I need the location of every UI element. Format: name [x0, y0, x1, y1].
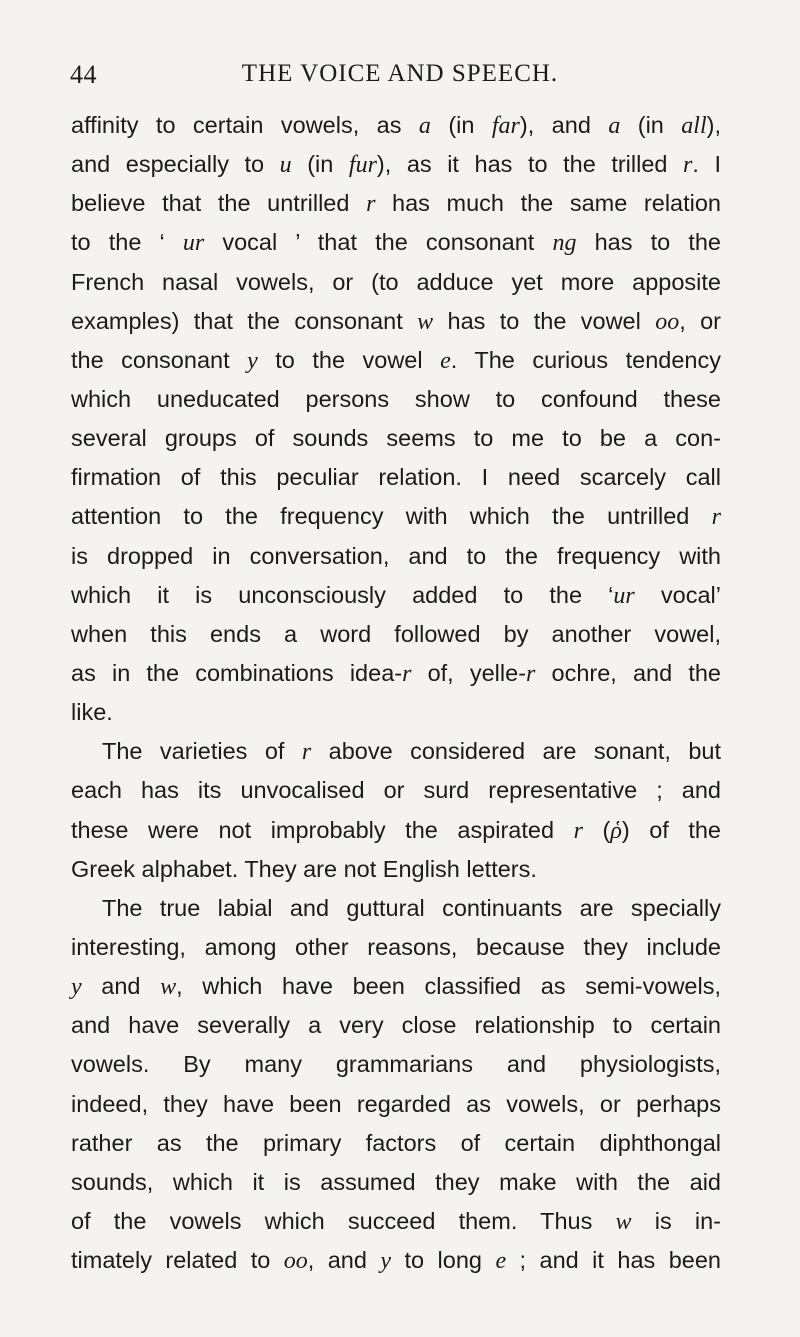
italic-text: w — [417, 308, 434, 335]
text-line — [71, 106, 721, 145]
italic-text: r — [683, 152, 693, 179]
text-run: as in the combinations idea- — [71, 659, 403, 686]
text-run: of, yelle- — [411, 659, 527, 686]
text-run: . I — [692, 151, 721, 178]
text-run: and — [81, 973, 161, 1000]
text-line — [71, 223, 721, 262]
italic-text: ur — [613, 582, 635, 609]
text-run: sounds, which it is assumed they make with the aid — [71, 1168, 721, 1195]
text-run: (in — [620, 112, 682, 138]
text-run: ( — [582, 816, 611, 843]
italic-text: far — [491, 113, 520, 139]
italic-text: e — [440, 347, 451, 374]
text-run: timately related to — [71, 1247, 284, 1274]
text-run: ), — [706, 112, 721, 138]
text-run: the consonant — [71, 346, 248, 373]
italic-text: oo — [655, 308, 680, 335]
italic-text: r — [526, 660, 536, 687]
text-run: these were not improbably the aspirated — [71, 816, 574, 843]
text-line — [71, 302, 721, 341]
text-run: several groups of sounds seems to me to be a con- — [71, 425, 721, 452]
italic-text: y — [71, 974, 82, 1001]
italic-text: a — [418, 113, 431, 139]
text-run: ochre, and the — [535, 659, 722, 686]
text-run: to long — [391, 1247, 496, 1274]
text-run: firmation of this peculiar relation. I need scarcely call — [71, 464, 721, 491]
text-line — [71, 1202, 721, 1241]
text-run: , and — [307, 1247, 381, 1274]
text-run: vowels. By many grammarians and physiologists, — [71, 1051, 721, 1078]
text-line — [71, 850, 721, 889]
text-line — [71, 889, 721, 928]
text-line — [71, 1045, 721, 1084]
text-run: each has its unvocalised or surd representative ; and — [71, 777, 721, 804]
page-number: 44 — [70, 60, 97, 89]
text-run: French nasal vowels, or (to adduce yet more apposite — [71, 268, 721, 295]
text-run: to the ‘ — [71, 229, 183, 256]
text-run: has much the same relation — [375, 190, 721, 217]
text-line — [71, 615, 721, 654]
text-line — [71, 145, 721, 184]
text-line — [71, 576, 721, 615]
italic-text: w — [160, 974, 177, 1001]
text-line — [71, 771, 721, 810]
text-run: vocal ’ that the consonant — [204, 229, 553, 256]
italic-text: y — [247, 347, 258, 374]
italic-text: ῥ — [610, 817, 622, 844]
text-run: and especially to — [71, 151, 280, 178]
italic-text: y — [380, 1248, 392, 1275]
italic-text: all — [681, 113, 707, 139]
text-run: (in — [430, 112, 492, 138]
text-line — [71, 928, 721, 967]
italic-text: a — [608, 113, 621, 139]
text-run: The varieties of — [102, 738, 302, 765]
text-line — [71, 537, 721, 576]
text-run: attention to the frequency with which the untrilled — [71, 503, 712, 530]
body-text — [71, 106, 721, 1280]
text-run: when this ends a word followed by another vowel, — [71, 620, 721, 647]
italic-text: e — [495, 1248, 507, 1275]
text-line — [71, 341, 721, 380]
text-line — [71, 967, 721, 1006]
text-line — [71, 497, 721, 536]
italic-text: fur — [348, 152, 377, 179]
italic-text: r — [573, 817, 583, 844]
text-line — [71, 184, 721, 223]
text-line — [71, 732, 721, 771]
text-run: has to the vowel — [433, 307, 656, 334]
text-line — [71, 263, 721, 302]
text-run: The true labial and guttural continuants are specially — [102, 894, 721, 921]
text-line — [71, 1085, 721, 1124]
text-run: rather as the primary factors of certain diphthongal — [71, 1129, 721, 1156]
text-run: ) of the — [621, 816, 722, 843]
text-run: of the vowels which succeed them. Thus — [71, 1207, 616, 1234]
text-run: ), as it has to the trilled — [376, 151, 684, 178]
text-line — [71, 811, 721, 850]
text-line — [71, 1163, 721, 1202]
text-run: examples) that the consonant — [71, 307, 418, 334]
italic-text: w — [615, 1208, 632, 1235]
text-line — [71, 419, 721, 458]
text-run: , or — [679, 307, 721, 334]
italic-text: oo — [283, 1248, 308, 1275]
text-run: , which have been classified as semi-vowels, — [176, 973, 721, 1000]
running-head: THE VOICE AND SPEECH. — [241, 60, 559, 87]
text-run: and have severally a very close relationship to certain — [71, 1012, 721, 1039]
text-line — [71, 380, 721, 419]
text-run: to the vowel — [257, 346, 441, 373]
text-run: believe that the untrilled — [71, 190, 367, 217]
text-run: . The curious tendency — [450, 346, 721, 373]
text-line — [71, 1006, 721, 1045]
text-run: Greek alphabet. They are not English letters. — [71, 855, 537, 882]
text-line — [71, 693, 721, 732]
text-run: is in- — [631, 1207, 721, 1234]
text-run: indeed, they have been regarded as vowels, or perhaps — [71, 1090, 721, 1117]
text-line — [71, 458, 721, 497]
page-header — [70, 60, 730, 100]
text-run: (in — [291, 151, 349, 178]
italic-text: ur — [182, 230, 205, 257]
text-run: above considered are sonant, but — [311, 738, 722, 765]
text-run: which uneducated persons show to confound these — [71, 385, 721, 412]
italic-text: r — [301, 739, 312, 766]
italic-text: r — [402, 660, 412, 687]
text-line — [71, 1241, 721, 1280]
text-line — [71, 654, 721, 693]
italic-text: ng — [552, 230, 577, 257]
italic-text: r — [366, 191, 376, 218]
text-run: ), and — [519, 112, 609, 138]
text-run: ; and it has been — [506, 1247, 721, 1274]
text-line — [71, 1124, 721, 1163]
text-run: has to the — [576, 229, 721, 256]
text-run: like. — [71, 699, 113, 726]
italic-text: u — [279, 152, 292, 179]
text-run: vocal’ — [634, 581, 721, 608]
italic-text: r — [711, 504, 721, 531]
text-run: interesting, among other reasons, because they include — [71, 933, 721, 960]
text-run: is dropped in conversation, and to the frequency with — [71, 542, 721, 569]
text-run: which it is unconsciously added to the ‘ — [71, 581, 614, 608]
text-run: affinity to certain vowels, as — [71, 112, 419, 138]
